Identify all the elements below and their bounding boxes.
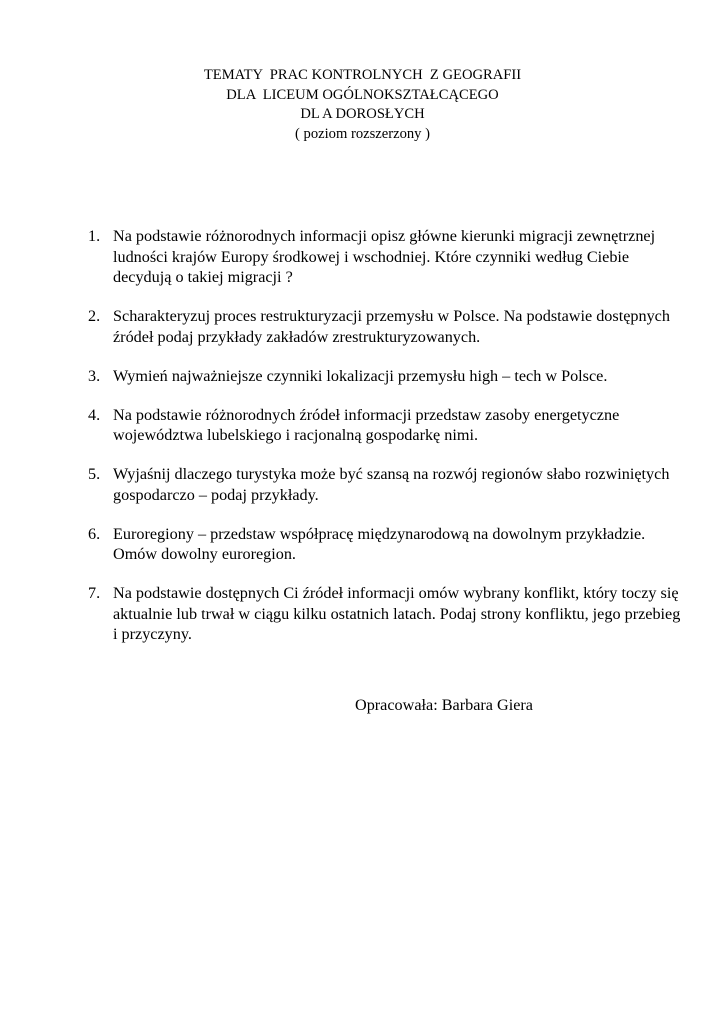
header-audience-line: DL A DOROSŁYCH (300, 106, 425, 122)
topic-item (88, 366, 688, 387)
topic-item (88, 306, 688, 347)
header-title-line: TEMATY PRAC KONTROLNYCH Z GEOGRAFII (203, 67, 522, 83)
topic-text: Wymień najważniejsze czynniki lokalizacji przemysłu high – tech w Polsce. (113, 366, 608, 385)
topic-text: Na podstawie różnorodnych źródeł informacji przedstaw zasoby energetyczne województwa lubelskiego i racjonalną gospodarkę nimi. (113, 405, 620, 444)
topic-number: 6. (88, 524, 101, 543)
header-level-line: ( poziom rozszerzony ) (295, 125, 430, 142)
topic-item (88, 226, 688, 288)
topic-number: 5. (88, 465, 101, 483)
topic-number: 3. (88, 366, 101, 385)
topic-text: Euroregiony – przedstaw współpracę międzynarodową na dowolnym przykładzie. Omów dowolny euroregion. (113, 524, 646, 563)
topic-number: 7. (88, 584, 101, 602)
document-header (0, 66, 725, 144)
topic-text: Na podstawie dostępnych Ci źródeł informacji omów wybrany konflikt, który toczy się aktualnie lub trwał w ciągu kilku ostatnich latach. Podaj strony konfliktu, jego przebieg i przyczyny. (113, 584, 681, 643)
topic-item (88, 405, 688, 446)
topic-text: Wyjaśnij dlaczego turystyka może być szansą na rozwój regionów słabo rozwiniętych gospodarczo – podaj przykłady. (113, 465, 670, 504)
topic-item (88, 464, 688, 505)
topic-item (88, 583, 688, 645)
topic-number: 2. (88, 307, 101, 325)
topic-text: Scharakteryzuj proces restrukturyzacji przemysłu w Polsce. Na podstawie dostępnych źródeł podaj przykłady zakładów zrestrukturyzowanych. (113, 307, 670, 346)
topic-text: Na podstawie różnorodnych informacji opisz główne kierunki migracji zewnętrznej ludności krajów Europy środkowej i wschodniej. Które czynniki według Ciebie decydują o takiej migracji ? (113, 227, 656, 286)
topic-number: 1. (88, 227, 101, 245)
author-signature: Opracowała: Barbara Giera (355, 696, 533, 714)
header-school-line: DLA LICEUM OGÓLNOKSZTAŁCĄCEGO (226, 86, 499, 103)
topic-item (88, 524, 688, 565)
topics-list (88, 226, 688, 663)
topic-number: 4. (88, 405, 101, 424)
